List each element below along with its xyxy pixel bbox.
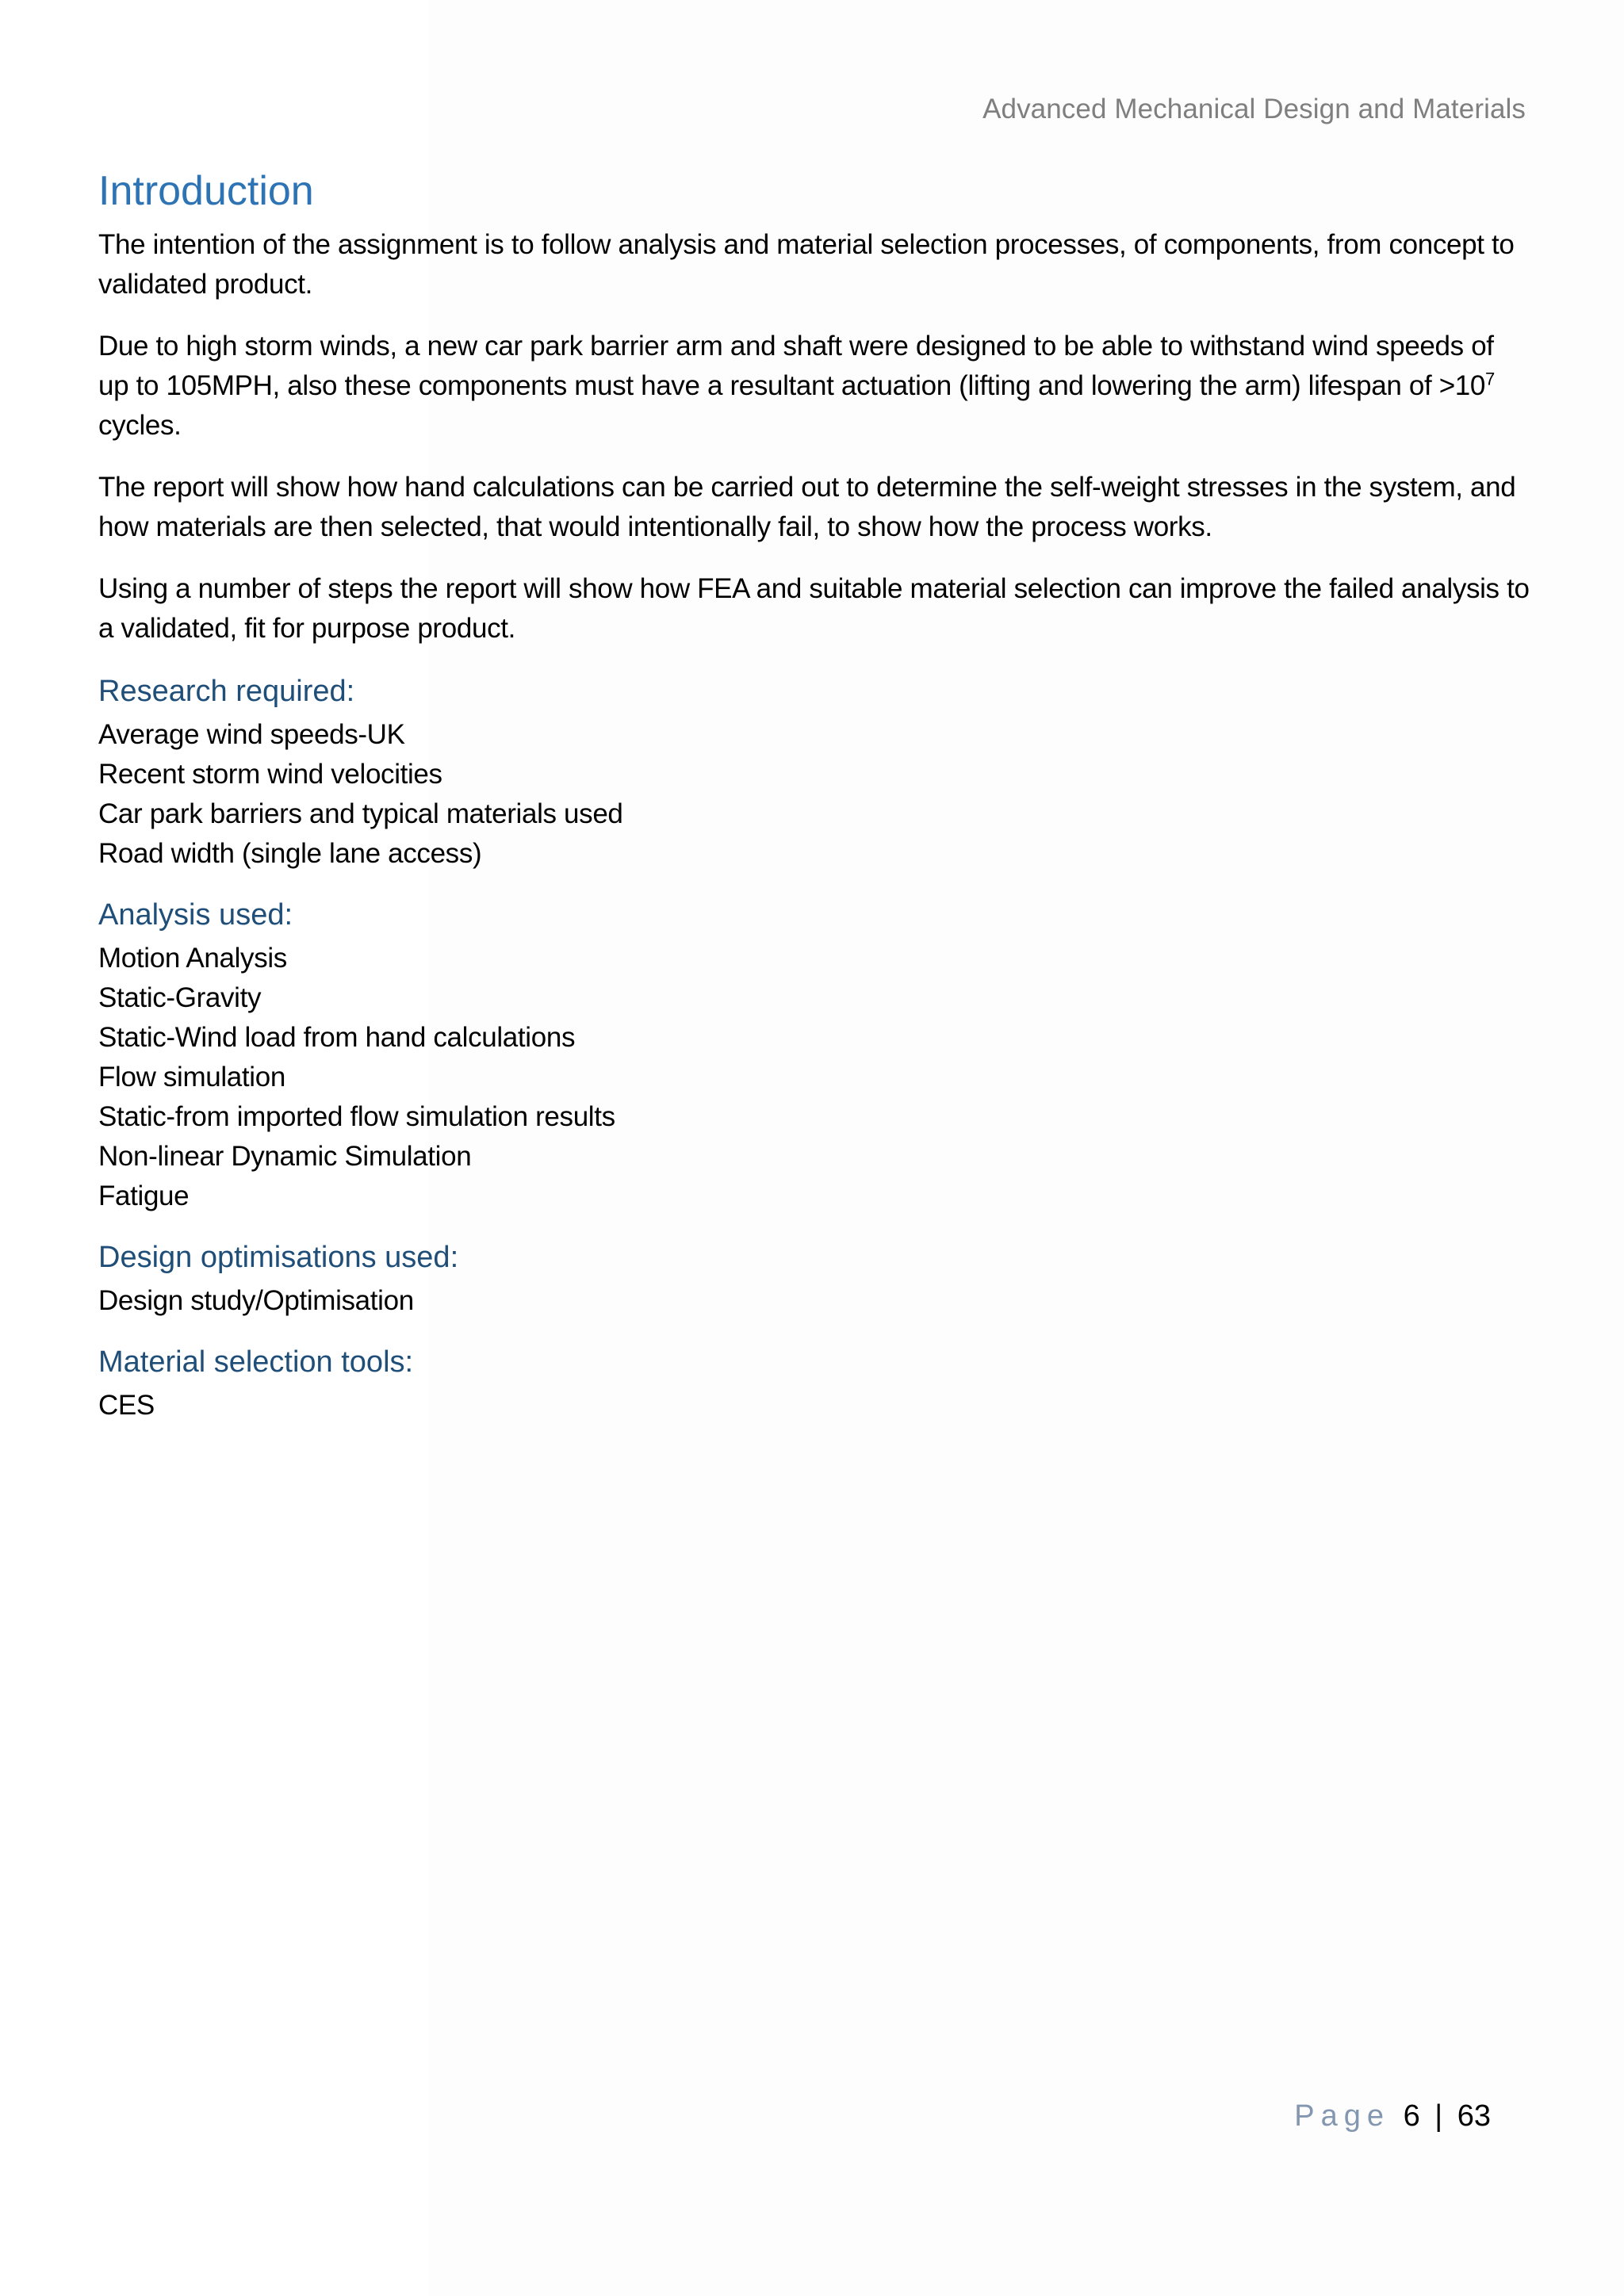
intro-paragraph-4: Using a number of steps the report will show how FEA and suitable material selection can improve the failed analysis to a validated, fit for purpose product. <box>98 573 1530 644</box>
page-separator: | <box>1434 2099 1443 2133</box>
page-label: Page <box>1294 2099 1391 2133</box>
design-optimisations-list <box>98 1281 1530 1321</box>
intro-paragraph-3: The report will show how hand calculations can be carried out to determine the self-weight stresses in the system, and how materials are then selected, that would intentionally fail, to show how the process works. <box>98 472 1516 542</box>
list-item: Static-from imported flow simulation results <box>98 1101 615 1132</box>
list-item: Road width (single lane access) <box>98 838 482 869</box>
list-item: Fatigue <box>98 1181 190 1211</box>
list-item: Motion Analysis <box>98 943 287 974</box>
intro-paragraph-2 <box>98 327 1530 446</box>
analysis-heading: Analysis used: <box>98 898 293 932</box>
list-item: Design study/Optimisation <box>98 1285 414 1316</box>
research-heading: Research required: <box>98 675 355 708</box>
design-optimisations-heading: Design optimisations used: <box>98 1241 459 1274</box>
page-number: 6 <box>1403 2099 1420 2133</box>
exponent-superscript: 7 <box>1485 369 1495 389</box>
running-header: Advanced Mechanical Design and Materials <box>982 94 1526 124</box>
list-item: Static-Gravity <box>98 982 262 1013</box>
intro-paragraph-2-text: Due to high storm winds, a new car park barrier arm and shaft were designed to be able to withstand wind speeds of up to 105MPH, also these components must have a resultant actuation (lifting and lowering the arm) lifespan of >10 <box>98 331 1494 401</box>
introduction-heading: Introduction <box>98 168 314 214</box>
page-content <box>98 165 1530 1446</box>
list-item: Average wind speeds-UK <box>98 719 405 750</box>
list-item: Non-linear Dynamic Simulation <box>98 1141 472 1172</box>
list-item: Flow simulation <box>98 1062 285 1093</box>
material-selection-list <box>98 1386 1530 1425</box>
intro-paragraph-1: The intention of the assignment is to follow analysis and material selection processes, of components, from concept to validated product. <box>98 229 1515 300</box>
list-item: Car park barriers and typical materials used <box>98 798 623 829</box>
analysis-list <box>98 939 1530 1216</box>
list-item: Static-Wind load from hand calculations <box>98 1022 576 1053</box>
list-item: Recent storm wind velocities <box>98 759 442 790</box>
page-footer <box>1294 2099 1491 2133</box>
list-item: CES <box>98 1390 155 1421</box>
material-selection-heading: Material selection tools: <box>98 1345 414 1379</box>
intro-paragraph-2-tail: cycles. <box>98 410 182 441</box>
total-pages: 63 <box>1457 2099 1491 2133</box>
research-list <box>98 715 1530 874</box>
